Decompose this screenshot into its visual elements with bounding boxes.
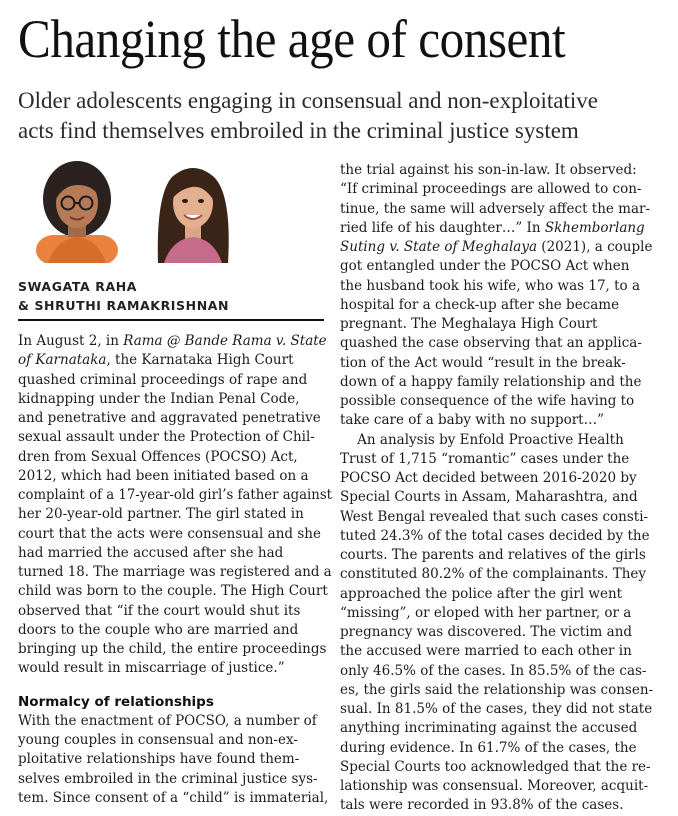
body-text-line: Trust of 1,715 “romantic” cases under the (340, 450, 630, 467)
body-text-line: ried life of his daughter…” In Skhemborlang (340, 219, 645, 236)
body-text-line: during evidence. In 61.7% of the cases, the (340, 739, 637, 756)
body-text-line: West Bengal revealed that such cases consti- (340, 508, 649, 525)
body-text-line: Suting v. State of Meghalaya (2021), a couple (340, 239, 653, 255)
body-text-line: es, the girls said the relationship was consen- (340, 681, 654, 698)
body-text-line: pregnancy was discovered. The victim and (340, 624, 633, 640)
body-text-line: ploitative relationships have found them- (18, 751, 300, 768)
author-name: & SHRUTHI RAMAKRISHNAN (18, 298, 230, 313)
body-text-line: had married the accused after she had (18, 544, 284, 561)
body-text-line: quashed the case observing that an applica- (340, 335, 642, 352)
byline (18, 277, 229, 315)
body-text-line: tinue, the same will adversely affect the mar- (340, 200, 651, 217)
body-text-line: child was born to the couple. The High Court (18, 583, 328, 600)
body-text-line: the husband took his wife, who was 17, to a (340, 277, 641, 294)
body-text-line: the trial against his son-in-law. It observed: (340, 162, 637, 178)
body-text-line: complaint of a 17-year-old girl’s father against (18, 487, 333, 503)
body-text-line: turned 18. The marriage was registered and a (18, 564, 332, 580)
body-text-line: young couples in consensual and non-ex- (18, 732, 298, 748)
body-text-line: take care of a baby with no support…” (340, 412, 604, 429)
body-text-line: hospital for a check-up after she became (340, 296, 620, 313)
subheadline (18, 86, 598, 146)
body-text-line: court that the acts were consensual and she (18, 525, 321, 542)
byline-divider (18, 319, 324, 321)
body-text-line: constituted 80.2% of the complainants. They (340, 566, 647, 583)
body-text-line: tuted 24.3% of the total cases decided by the (340, 527, 650, 544)
body-text-line: tem. Since consent of a “child” is immaterial, (18, 789, 329, 806)
subhead-line: acts find themselves embroiled in the criminal justice system (18, 118, 579, 143)
headline: Changing the age of consent (18, 9, 566, 69)
body-text-line: Special Courts in Assam, Maharashtra, and (340, 489, 638, 506)
body-text-line: of Karnataka, the Karnataka High Court (18, 352, 294, 369)
body-text-line: POCSO Act decided between 2016-2020 by (340, 470, 637, 486)
body-text-line: observed that “if the court would shut its (18, 602, 301, 619)
body-text-line: 2012, which had been initiated based on a (18, 467, 309, 484)
body-text-line: With the enactment of POCSO, a number of (18, 712, 317, 729)
woman-with-glasses-portrait-icon (26, 155, 128, 263)
body-text-line: quashed criminal proceedings of rape and (18, 371, 308, 388)
author-name: SWAGATA RAHA (18, 279, 138, 294)
section-heading: Normalcy of relationships (18, 693, 214, 710)
body-text-line: tion of the Act would “result in the break- (340, 354, 626, 371)
body-text-line: and penetrative and aggravated penetrative (18, 410, 321, 426)
column-1 (18, 332, 332, 808)
body-text-line: anything incriminating against the accused (340, 720, 638, 737)
body-text-line: down of a happy family relationship and the (340, 373, 642, 390)
body-text-line: dren from Sexual Offences (POCSO) Act, (18, 448, 298, 465)
body-text-line: selves embroiled in the criminal justice sys- (18, 770, 318, 787)
body-text-line: kidnapping under the Indian Penal Code, (18, 390, 300, 407)
body-text-line: the accused were married to each other in (340, 643, 632, 660)
body-text-line: “missing”, or eloped with her partner, or a (340, 604, 632, 621)
body-text-line: lationship was consensual. Moreover, acquit- (340, 778, 649, 794)
body-text-line: possible consequence of the wife having to (340, 393, 635, 409)
body-text-line: her 20-year-old partner. The girl stated in (18, 506, 304, 523)
body-text-line: approached the police after the girl went (340, 585, 623, 602)
body-text-line: pregnant. The Meghalaya High Court (340, 316, 598, 332)
column-2 (340, 161, 658, 816)
body-text-line: only 46.5% of the cases. In 85.5% of the cas- (340, 662, 647, 679)
body-text-line: “If criminal proceedings are allowed to con- (340, 181, 642, 198)
body-text-line: bringing up the child, the entire proceedings (18, 641, 327, 657)
subhead-line: Older adolescents engaging in consensual and non-exploitative (18, 88, 598, 113)
body-text-line: In August 2, in Rama @ Bande Rama v. State (18, 333, 327, 349)
body-text-line: An analysis by Enfold Proactive Health (340, 431, 624, 448)
body-text-line: sual. In 81.5% of the cases, they did not state (340, 701, 653, 717)
woman-smiling-portrait-icon (142, 155, 244, 263)
body-text-line: sexual assault under the Protection of Chil- (18, 429, 315, 446)
author-photos (18, 155, 236, 265)
body-text-line: would result in miscarriage of justice.” (18, 660, 285, 677)
body-text-line: got entangled under the POCSO Act when (340, 258, 630, 275)
body-text-line: courts. The parents and relatives of the girls (340, 547, 646, 563)
body-text-line: doors to the couple who are married and (18, 621, 299, 638)
body-text-line: Special Courts too acknowledged that the re- (340, 758, 651, 775)
body-text-line: tals were recorded in 93.8% of the cases. (340, 797, 624, 814)
